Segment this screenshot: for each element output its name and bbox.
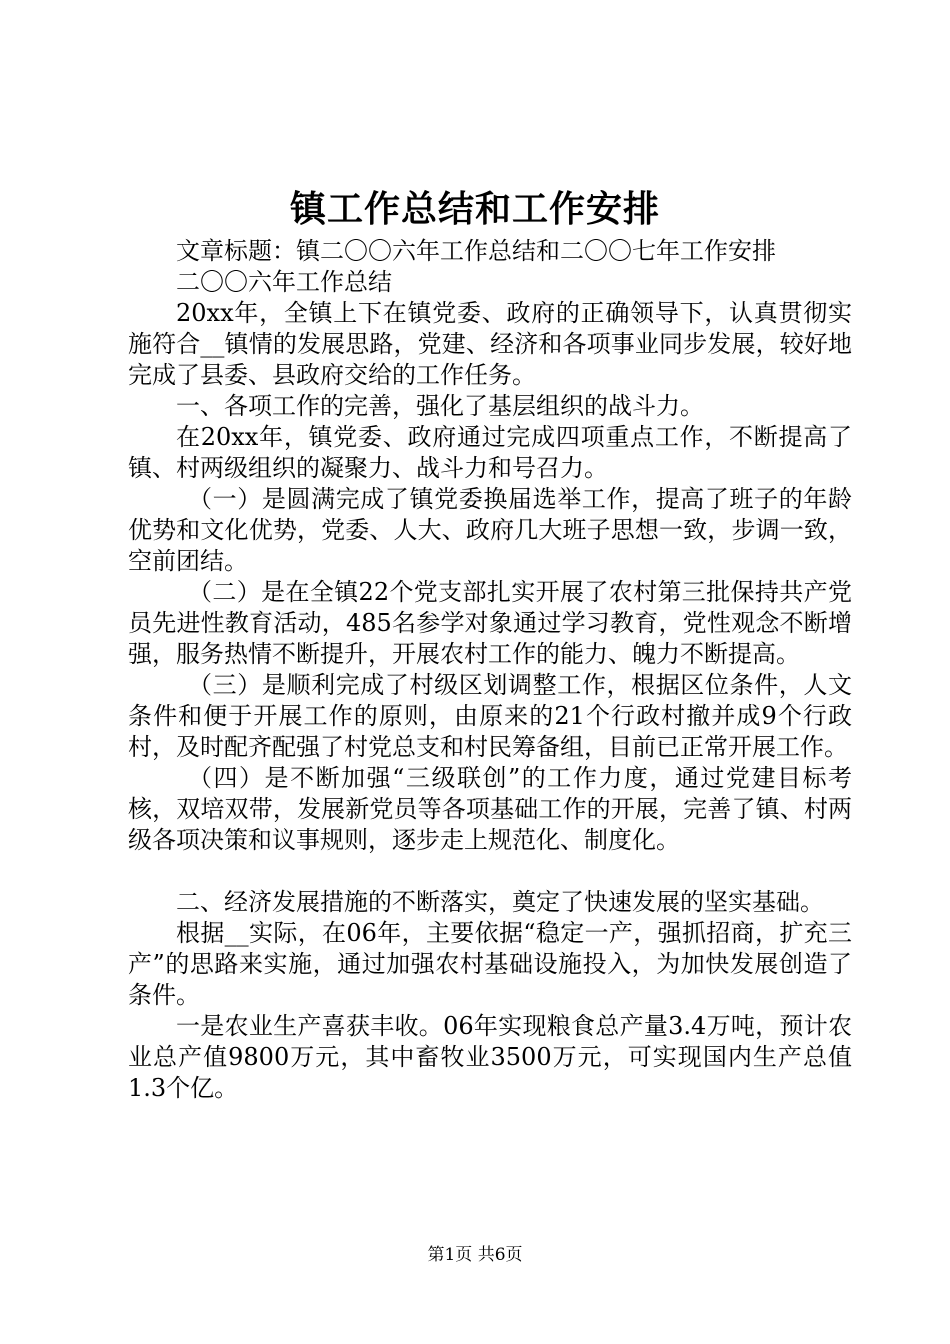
paragraph-four-key-tasks: 在20xx年，镇党委、政府通过完成四项重点工作，不断提高了镇、村两级组织的凝聚力、战斗力和号召力。	[128, 423, 852, 482]
paragraph-item-four: （四）是不断加强“三级联创”的工作力度，通过党建目标考核，双培双带，发展新党员等各项基础工作的开展，完善了镇、村两级各项决策和议事规则，逐步走上规范化、制度化。	[128, 764, 852, 854]
document-body	[128, 236, 852, 1104]
section-heading-one: 一、各项工作的完善，强化了基层组织的战斗力。	[176, 392, 704, 420]
paragraph-spacer	[128, 856, 852, 887]
paragraph-item-three: （三）是顺利完成了村级区划调整工作，根据区位条件，人文条件和便于开展工作的原则，由原来的21个行政村撤并成9个行政村，及时配齐配强了村党总支和村民筹备组，目前已正常开展工作。	[128, 671, 852, 761]
article-title-line: 文章标题：镇二〇〇六年工作总结和二〇〇七年工作安排	[176, 237, 776, 265]
paragraph-development-approach: 根据__实际，在06年，主要依据“稳定一产，强抓招商，扩充三产”的思路来实施，通过加强农村基础设施投入，为加快发展创造了条件。	[128, 919, 852, 1009]
section-heading-two: 二、经济发展措施的不断落实，奠定了快速发展的坚实基础。	[176, 888, 824, 916]
paragraph-item-one: （一）是圆满完成了镇党委换届选举工作，提高了班子的年龄优势和文化优势，党委、人大、政府几大班子思想一致，步调一致，空前团结。	[128, 485, 852, 575]
document-title: 镇工作总结和工作安排	[289, 188, 660, 230]
paragraph-item-two: （二）是在全镇22个党支部扎实开展了农村第三批保持共产党员先进性教育活动，485名参学对象通过学习教育，党性观念不断增强，服务热情不断提升，开展农村工作的能力、魄力不断提高。	[128, 578, 852, 668]
paragraph-agriculture-harvest: 一是农业生产喜获丰收。06年实现粮食总产量3.4万吨，预计农业总产值9800万元，其中畜牧业3500万元，可实现国内生产总值1.3个亿。	[128, 1012, 852, 1102]
section-heading-2006-summary: 二〇〇六年工作总结	[176, 268, 392, 296]
page-number-footer: 第1页 共6页	[427, 1245, 523, 1265]
intro-paragraph: 20xx年，全镇上下在镇党委、政府的正确领导下，认真贯彻实施符合__镇情的发展思路，党建、经济和各项事业同步发展，较好地完成了县委、县政府交给的工作任务。	[128, 299, 852, 389]
